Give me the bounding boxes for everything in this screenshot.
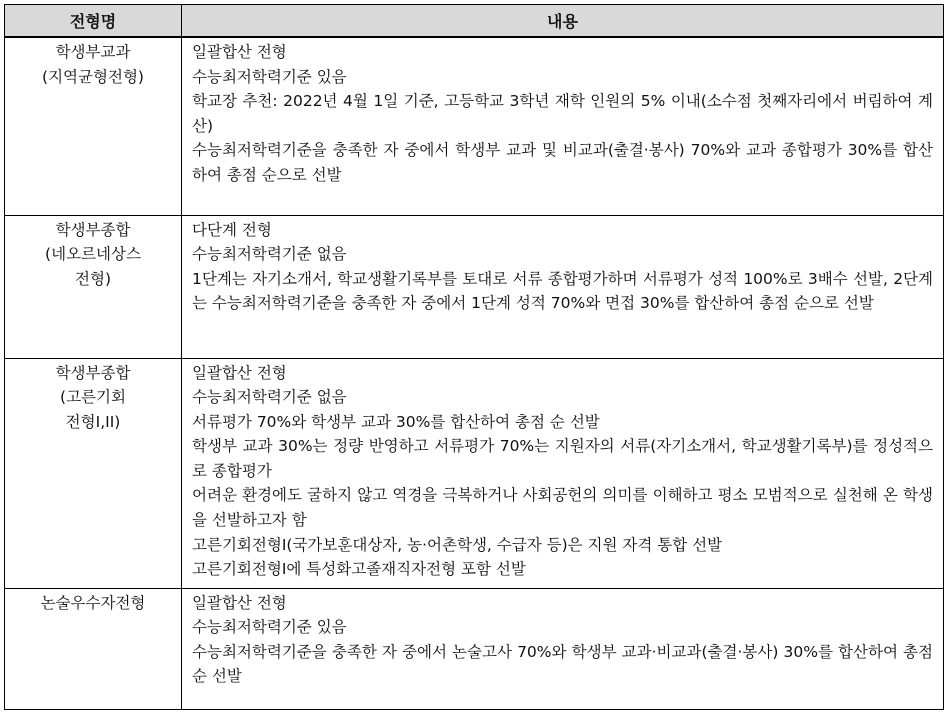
header-name: 전형명 <box>5 5 182 38</box>
admission-type-cell <box>5 358 182 588</box>
clipped-heading-fragment <box>6 0 12 2</box>
content-line: 수능최저학력기준 없음 <box>192 388 347 407</box>
table-row <box>5 37 944 215</box>
content-line: 서류평가 70%와 학생부 교과 30%를 합산하여 총점 순 선발 <box>192 412 600 431</box>
content-paragraph: 학교장 추천: 2022년 4월 1일 기준, 고등학교 3학년 재학 인원의 5% 이내(소수점 첫째자리에서 버림하여 계산) <box>192 92 933 135</box>
admission-type-line: 전형I,II) <box>65 412 121 431</box>
content-line: 일괄합산 전형 <box>192 593 287 612</box>
admission-content-cell <box>182 37 944 215</box>
content-paragraph: 수능최저학력기준을 충족한 자 중에서 논술고사 70%와 학생부 교과·비교과(출결·봉사) 30%를 합산하여 총점 순 선발 <box>192 642 933 686</box>
table-row <box>5 588 944 709</box>
table-header-row <box>5 5 944 38</box>
table-row <box>5 215 944 358</box>
content-line: 다단계 전형 <box>192 220 272 239</box>
admission-type-cell <box>5 588 182 709</box>
content-line: 고른기회전형I(국가보훈대상자, 농·어촌학생, 수급자 등)은 지원 자격 통합 선발 <box>192 535 723 554</box>
content-line: 수능최저학력기준 있음 <box>192 67 347 86</box>
admission-content-cell <box>182 588 944 709</box>
content-paragraph: 수능최저학력기준을 충족한 자 중에서 학생부 교과 및 비교과(출결·봉사) 70%와 교과 종합평가 30%를 합산하여 총점 순으로 선발 <box>192 141 933 184</box>
content-line: 고른기회전형I에 특성화고졸재직자전형 포함 선발 <box>192 560 526 579</box>
admission-content-cell <box>182 215 944 358</box>
admissions-table <box>4 4 944 710</box>
admission-content-cell <box>182 358 944 588</box>
content-paragraph: 학생부 교과 30%는 정량 반영하고 서류평가 70%는 지원자의 서류(자기소개서, 학교생활기록부)를 정성적으로 종합평가 <box>192 437 933 480</box>
admission-type-line: 논술우수자전형 <box>40 593 146 612</box>
content-paragraph: 1단계는 자기소개서, 학교생활기록부를 토대로 서류 종합평가하며 서류평가 성적 100%로 3배수 선발, 2단계는 수능최저학력기준을 충족한 자 중에서 1단계 성적 70%와 면접 30%를 합산하여 총점 순으로 선발 <box>192 269 933 313</box>
admission-type-line: (고른기회 <box>60 388 126 407</box>
admission-type-line: 학생부교과 <box>55 43 131 61</box>
content-line: 일괄합산 전형 <box>192 43 287 61</box>
admission-type-cell <box>5 37 182 215</box>
admission-type-line: (네오르네상스 <box>45 245 141 264</box>
table-row <box>5 358 944 588</box>
admission-type-cell <box>5 215 182 358</box>
admission-type-line: 전형) <box>75 269 111 288</box>
admission-type-line: 학생부종합 <box>55 363 131 382</box>
admission-type-line: (지역균형전형) <box>42 67 144 86</box>
admission-type-line: 학생부종합 <box>55 220 131 239</box>
content-line: 수능최저학력기준 없음 <box>192 245 347 264</box>
content-line: 일괄합산 전형 <box>192 363 287 382</box>
content-paragraph: 어려운 환경에도 굴하지 않고 역경을 극복하거나 사회공헌의 의미를 이해하고 평소 모범적으로 실천해 온 학생을 선발하고자 함 <box>192 486 933 530</box>
header-content: 내용 <box>182 5 944 38</box>
content-line: 수능최저학력기준 있음 <box>192 618 347 637</box>
